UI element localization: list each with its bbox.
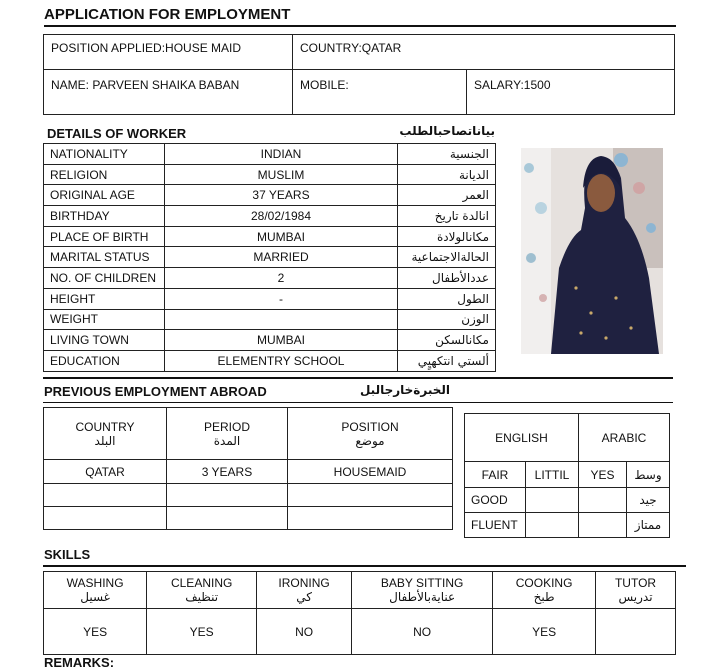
- worker-label: PLACE OF BIRTH: [44, 226, 165, 247]
- table-row: [44, 288, 496, 309]
- salary-field: [466, 69, 675, 115]
- title-rule: [44, 25, 676, 27]
- previous-top-rule: [43, 377, 673, 379]
- worker-label-ar: الوزن: [398, 309, 496, 330]
- languages-table: [464, 413, 670, 538]
- worker-label-ar: الطول: [398, 288, 496, 309]
- position-applied-field: [43, 34, 293, 70]
- table-row: [44, 460, 453, 484]
- worker-label-ar: عددالأطفال: [398, 268, 496, 289]
- skill-value: NO: [257, 609, 352, 655]
- col-position: [288, 408, 453, 460]
- fluent-label-ar: ممتاز: [627, 513, 670, 538]
- col-position-en: POSITION: [341, 419, 399, 434]
- skill-name-ar: كي: [296, 590, 312, 604]
- prev-cell: QATAR: [44, 460, 167, 484]
- worker-label: RELIGION: [44, 164, 165, 185]
- skill-name: BABY SITTING: [380, 576, 464, 590]
- skills-table: [43, 571, 676, 655]
- skill-header: [44, 572, 147, 609]
- skill-header: [147, 572, 257, 609]
- col-country: [44, 408, 167, 460]
- worker-label: NO. OF CHILDREN: [44, 268, 165, 289]
- skill-name-ar: غسيل: [80, 590, 110, 604]
- lang-cell: [526, 513, 579, 538]
- worker-heading-ar: بياناتصاحبالطلب: [399, 124, 495, 138]
- worker-value: MUSLIM: [165, 164, 398, 185]
- skill-value: YES: [44, 609, 147, 655]
- country-field: [292, 34, 675, 70]
- worker-label-ar: الحالةالاجتماعية: [398, 247, 496, 268]
- worker-label: ORIGINAL AGE: [44, 185, 165, 206]
- page-title: APPLICATION FOR EMPLOYMENT: [44, 6, 291, 23]
- worker-label: WEIGHT: [44, 309, 165, 330]
- worker-photo: [521, 148, 663, 354]
- worker-value: MUMBAI: [165, 226, 398, 247]
- worker-label-ar: انالدة تاريخ: [398, 206, 496, 227]
- table-row: [44, 206, 496, 227]
- skill-value: [596, 609, 676, 655]
- worker-value: MUMBAI: [165, 330, 398, 351]
- fair-label: FAIR: [465, 462, 526, 488]
- worker-label: BIRTHDAY: [44, 206, 165, 227]
- col-period: [167, 408, 288, 460]
- previous-heading-ar: الخبرةخارجالبل: [359, 383, 450, 397]
- remarks-label: REMARKS:: [44, 655, 115, 670]
- table-row: [44, 330, 496, 351]
- worker-label-ar: العمر: [398, 185, 496, 206]
- name-text: NAME: PARVEEN SHAIKA BABAN: [51, 78, 240, 92]
- prev-cell: 3 YEARS: [167, 460, 288, 484]
- name-field: [43, 69, 293, 115]
- skill-name: IRONING: [278, 576, 330, 590]
- skill-name: WASHING: [66, 576, 124, 590]
- prev-cell: [288, 484, 453, 507]
- lang-cell: [579, 513, 627, 538]
- prev-cell: [44, 507, 167, 530]
- col-period-ar: المدة: [213, 433, 241, 448]
- skill-name-ar: تدريس: [618, 590, 653, 604]
- prev-cell: HOUSEMAID: [288, 460, 453, 484]
- worker-label-ar: ألستي انتكهيٍي: [398, 350, 496, 371]
- table-row: [44, 507, 453, 530]
- skill-name-ar: طبخ: [533, 590, 555, 604]
- arabic-header: ARABIC: [579, 414, 670, 462]
- previous-heading: PREVIOUS EMPLOYMENT ABROAD: [44, 384, 267, 399]
- worker-label: NATIONALITY: [44, 144, 165, 165]
- mobile-field: [292, 69, 467, 115]
- skill-name-ar: عنايةبالأطفال: [389, 590, 456, 604]
- good-label-ar: جيد: [627, 488, 670, 513]
- fair-label-ar: وسط: [627, 462, 670, 488]
- country-text: COUNTRY:QATAR: [300, 41, 402, 55]
- skill-name-ar: تنظيف: [185, 590, 219, 604]
- worker-label-ar: الجنسية: [398, 144, 496, 165]
- table-row: [44, 309, 496, 330]
- prev-cell: [167, 484, 288, 507]
- worker-details-table: [43, 143, 496, 372]
- skill-name: TUTOR: [614, 576, 657, 590]
- skill-header: [257, 572, 352, 609]
- table-row: [44, 484, 453, 507]
- col-country-en: COUNTRY: [75, 419, 135, 434]
- worker-label-ar: مكانالسكن: [398, 330, 496, 351]
- worker-value: 2: [165, 268, 398, 289]
- table-row: [44, 144, 496, 165]
- worker-label: MARITAL STATUS: [44, 247, 165, 268]
- col-period-en: PERIOD: [203, 419, 250, 434]
- worker-label: EDUCATION: [44, 350, 165, 371]
- previous-employment-table: [43, 407, 453, 530]
- worker-label: LIVING TOWN: [44, 330, 165, 351]
- position-applied-text: POSITION APPLIED:HOUSE MAID: [51, 41, 242, 55]
- salary-text: SALARY:1500: [474, 78, 551, 92]
- fluent-label: FLUENT: [465, 513, 526, 538]
- table-row: [44, 268, 496, 289]
- worker-value: -: [165, 288, 398, 309]
- table-row: [44, 247, 496, 268]
- skill-name: CLEANING: [170, 576, 233, 590]
- table-row: [44, 226, 496, 247]
- arabic-level: YES: [579, 462, 627, 488]
- skill-header: [352, 572, 493, 609]
- table-row: [44, 350, 496, 371]
- worker-value: [165, 309, 398, 330]
- skill-name: COOKING: [515, 576, 573, 590]
- worker-value: 28/02/1984: [165, 206, 398, 227]
- english-level: LITTIL: [526, 462, 579, 488]
- col-position-ar: موضع: [355, 433, 385, 448]
- worker-label-ar: الديانة: [398, 164, 496, 185]
- previous-bottom-rule: [43, 402, 673, 403]
- prev-cell: [44, 484, 167, 507]
- skills-rule: [43, 565, 686, 567]
- skill-value: YES: [493, 609, 596, 655]
- table-row: [44, 185, 496, 206]
- lang-cell: [579, 488, 627, 513]
- worker-value: MARRIED: [165, 247, 398, 268]
- prev-cell: [167, 507, 288, 530]
- lang-cell: [526, 488, 579, 513]
- worker-value: INDIAN: [165, 144, 398, 165]
- skill-value: NO: [352, 609, 493, 655]
- worker-label: HEIGHT: [44, 288, 165, 309]
- mobile-text: MOBILE:: [300, 78, 349, 92]
- worker-heading: DETAILS OF WORKER: [47, 126, 187, 141]
- worker-value: 37 YEARS: [165, 185, 398, 206]
- skills-heading: SKILLS: [44, 547, 91, 562]
- skill-header: [596, 572, 676, 609]
- prev-cell: [288, 507, 453, 530]
- col-country-ar: البلد: [94, 433, 116, 448]
- worker-value: ELEMENTRY SCHOOL: [165, 350, 398, 371]
- english-header: ENGLISH: [465, 414, 579, 462]
- skill-header: [493, 572, 596, 609]
- skill-value: YES: [147, 609, 257, 655]
- table-row: [44, 164, 496, 185]
- good-label: GOOD: [465, 488, 526, 513]
- worker-label-ar: مكانالولادة: [398, 226, 496, 247]
